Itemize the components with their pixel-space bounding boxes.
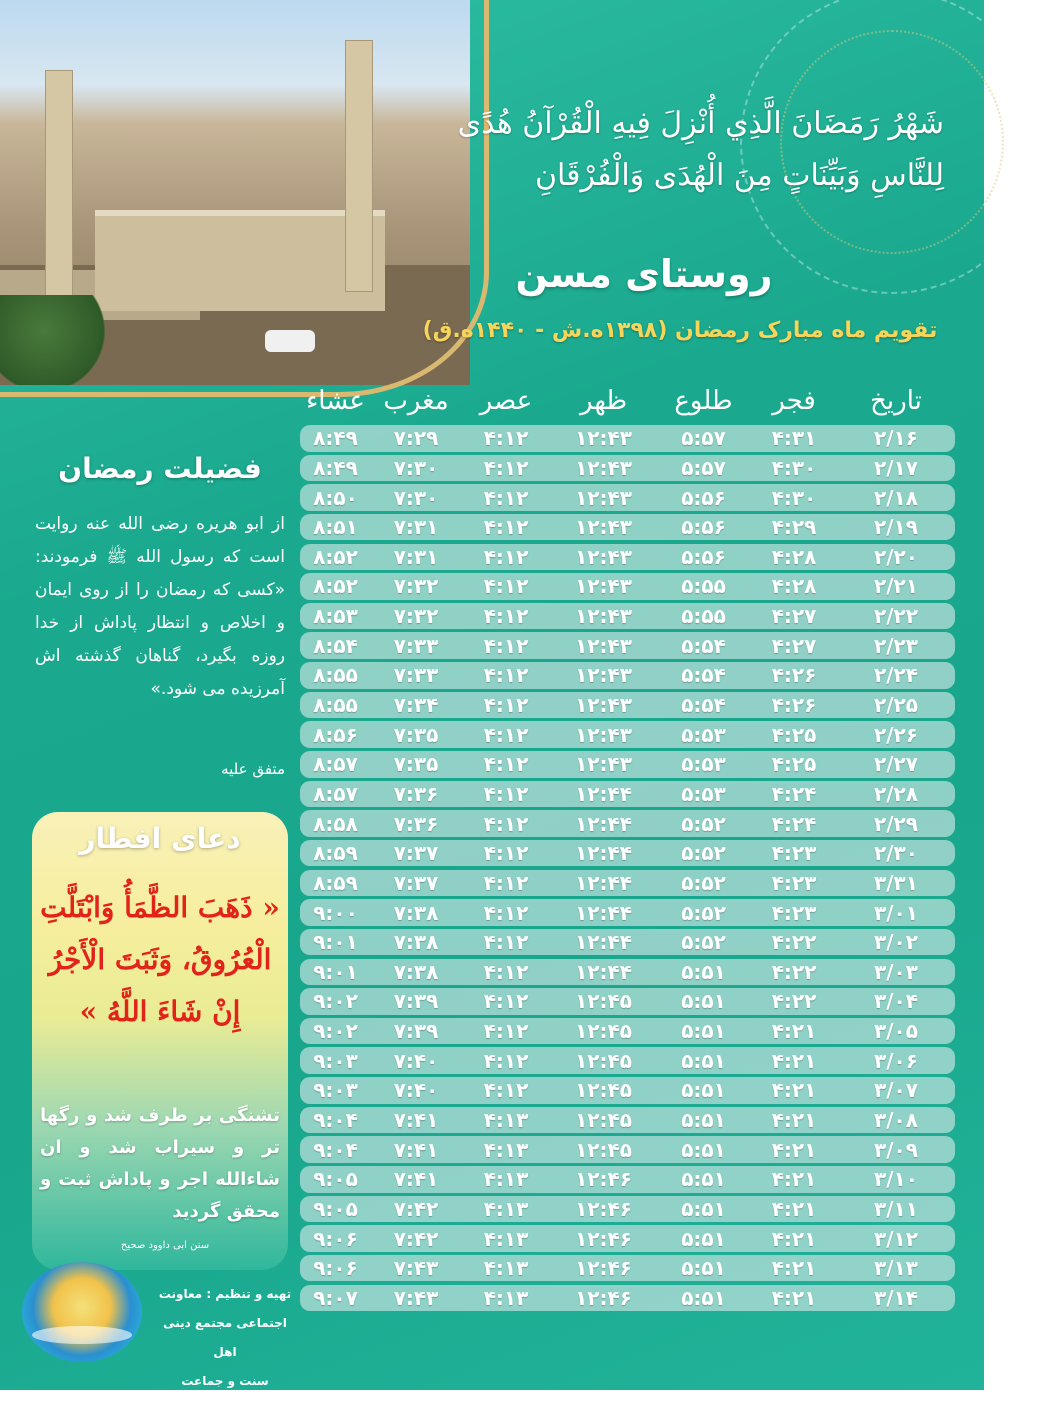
cell-asr: ۴:۱۲	[483, 1048, 529, 1073]
cell-sunrise: ۵:۵۱	[681, 959, 726, 984]
cell-fajr: ۴:۲۹	[771, 515, 817, 540]
cell-date: ۲/۱۶	[874, 426, 918, 451]
cell-sunrise: ۵:۵۱	[681, 1196, 726, 1221]
cell-asr: ۴:۱۲	[483, 722, 529, 747]
cell-maghrib: ۷:۴۱	[393, 1137, 439, 1162]
cell-isha: ۸:۵۶	[313, 722, 358, 747]
cell-sunrise: ۵:۵۱	[681, 1167, 726, 1192]
photo-minaret-left	[45, 70, 73, 332]
cell-date: ۳/۰۵	[874, 1019, 918, 1044]
table-body	[300, 425, 955, 1311]
cell-isha: ۹:۰۷	[313, 1285, 358, 1310]
cell-fajr: ۴:۳۰	[771, 485, 817, 510]
cell-asr: ۴:۱۲	[483, 1019, 529, 1044]
verse-line-1: شَهْرُ رَمَضَانَ الَّذِي أُنْزِلَ فِيهِ الْقُرْآنُ هُدًى	[457, 106, 944, 141]
photo-mosque	[95, 210, 385, 311]
cell-isha: ۸:۵۱	[313, 515, 358, 540]
cell-sunrise: ۵:۵۳	[681, 781, 726, 806]
cell-fajr: ۴:۲۴	[771, 781, 817, 806]
cell-asr: ۴:۱۲	[483, 426, 529, 451]
cell-date: ۳/۱۳	[874, 1256, 918, 1281]
table-row	[300, 751, 955, 778]
cell-asr: ۴:۱۲	[483, 633, 529, 658]
cell-fajr: ۴:۳۰	[771, 455, 817, 480]
cell-fajr: ۴:۲۵	[771, 722, 817, 747]
table-row	[300, 425, 955, 452]
cell-date: ۲/۲۴	[874, 663, 918, 688]
cell-fajr: ۴:۲۶	[771, 693, 817, 718]
cell-dhuhr: ۱۲:۴۶	[575, 1196, 632, 1221]
cell-maghrib: ۷:۴۰	[393, 1048, 439, 1073]
cell-date: ۳/۱۱	[874, 1196, 918, 1221]
cell-maghrib: ۷:۳۷	[393, 870, 439, 895]
cell-fajr: ۴:۲۸	[771, 574, 817, 599]
header-isha: عشاء	[306, 386, 365, 416]
cell-date: ۳/۱۰	[874, 1167, 918, 1192]
header-asr: عصر	[479, 386, 533, 416]
cell-maghrib: ۷:۳۳	[393, 633, 439, 658]
table-row	[300, 810, 955, 837]
cell-maghrib: ۷:۳۱	[393, 544, 439, 569]
cell-fajr: ۴:۲۳	[771, 841, 817, 866]
cell-dhuhr: ۱۲:۴۵	[575, 989, 632, 1014]
cell-dhuhr: ۱۲:۴۳	[575, 574, 632, 599]
cell-isha: ۸:۵۵	[313, 663, 358, 688]
header-dhuhr: ظهر	[579, 386, 628, 416]
photo-car	[265, 330, 315, 352]
cell-isha: ۹:۰۲	[313, 1019, 358, 1044]
cell-fajr: ۴:۲۱	[771, 1137, 817, 1162]
table-row	[300, 1047, 955, 1074]
cell-isha: ۸:۴۹	[313, 455, 358, 480]
cell-dhuhr: ۱۲:۴۴	[575, 841, 632, 866]
cell-maghrib: ۷:۳۹	[393, 989, 439, 1014]
table-row	[300, 721, 955, 748]
cell-asr: ۴:۱۲	[483, 604, 529, 629]
cell-date: ۲/۲۵	[874, 693, 918, 718]
cell-dhuhr: ۱۲:۴۵	[575, 1137, 632, 1162]
cell-sunrise: ۵:۵۳	[681, 722, 726, 747]
cell-maghrib: ۷:۳۷	[393, 841, 439, 866]
table-row	[300, 632, 955, 659]
cell-maghrib: ۷:۳۰	[393, 485, 439, 510]
cell-dhuhr: ۱۲:۴۵	[575, 1019, 632, 1044]
table-row	[300, 959, 955, 986]
cell-date: ۳/۰۴	[874, 989, 918, 1014]
cell-fajr: ۴:۲۴	[771, 811, 817, 836]
cell-asr: ۴:۱۳	[483, 1167, 529, 1192]
table-row	[300, 484, 955, 511]
cell-asr: ۴:۱۲	[483, 752, 529, 777]
cell-asr: ۴:۱۲	[483, 544, 529, 569]
cell-date: ۳/۰۳	[874, 959, 918, 984]
cell-isha: ۸:۵۰	[313, 485, 358, 510]
cell-asr: ۴:۱۲	[483, 693, 529, 718]
cell-sunrise: ۵:۵۲	[681, 870, 726, 895]
cell-isha: ۸:۵۵	[313, 693, 358, 718]
cell-sunrise: ۵:۵۱	[681, 1256, 726, 1281]
dua-arabic-text: « ذَهَبَ الظَّمَأُ وَابْتَلَّتِ الْعُرُوقُ، وَثَبَتَ الْأَجْرُ إِنْ شَاءَ اللَّهُ »	[40, 891, 280, 1028]
verse-line-2: لِلنَّاسِ وَبَيِّنَاتٍ مِنَ الْهُدَى وَالْفُرْقَانِ	[535, 158, 944, 193]
cell-asr: ۴:۱۲	[483, 663, 529, 688]
cell-maghrib: ۷:۳۱	[393, 515, 439, 540]
cell-maghrib: ۷:۳۳	[393, 663, 439, 688]
cell-date: ۲/۲۹	[874, 811, 918, 836]
cell-sunrise: ۵:۵۶	[681, 485, 726, 510]
cell-maghrib: ۷:۳۹	[393, 1019, 439, 1044]
page-subtitle: تقویم ماه مبارک رمضان (۱۳۹۸ه.ش - ۱۴۴۰ه.ق)	[422, 318, 938, 343]
cell-fajr: ۴:۲۱	[771, 1167, 817, 1192]
virtue-hadith: از ابو هریره رضی الله عنه روایت است که رسول الله ﷺ فرمودند: «کسی که رمضان را از روی ایمان و اخلاص و انتظار پاداش از خدا روزه بگیرد، گناهان گذشته اش آمرزیده می شود.»	[35, 514, 285, 699]
cell-date: ۳/۰۹	[874, 1137, 918, 1162]
cell-fajr: ۴:۲۳	[771, 870, 817, 895]
cell-maghrib: ۷:۴۳	[393, 1256, 439, 1281]
cell-isha: ۸:۵۲	[313, 574, 358, 599]
cell-sunrise: ۵:۵۲	[681, 841, 726, 866]
table-row	[300, 1166, 955, 1193]
cell-dhuhr: ۱۲:۴۶	[575, 1226, 632, 1251]
page-title: روستای مسن	[515, 252, 773, 296]
cell-maghrib: ۷:۴۲	[393, 1226, 439, 1251]
cell-isha: ۹:۰۱	[313, 959, 358, 984]
dua-persian-translation: تشنگی بر طرف شد و رگها تر و سیراب شد و ان شاءالله اجر و پاداش ثبت و محقق گردید	[40, 1105, 280, 1222]
cell-sunrise: ۵:۵۷	[681, 426, 726, 451]
cell-asr: ۴:۱۲	[483, 870, 529, 895]
table-row	[300, 899, 955, 926]
table-row	[300, 1255, 955, 1282]
cell-sunrise: ۵:۵۴	[681, 693, 726, 718]
cell-asr: ۴:۱۳	[483, 1107, 529, 1132]
table-row	[300, 514, 955, 541]
table-row	[300, 988, 955, 1015]
table-row	[300, 603, 955, 630]
table-row	[300, 1285, 955, 1312]
quran-verse	[424, 98, 944, 202]
cell-dhuhr: ۱۲:۴۳	[575, 455, 632, 480]
cell-isha: ۸:۵۷	[313, 752, 358, 777]
cell-sunrise: ۵:۵۳	[681, 752, 726, 777]
cell-sunrise: ۵:۵۴	[681, 663, 726, 688]
credits-line-1: تهیه و تنظیم : معاونت	[158, 1287, 292, 1301]
cell-date: ۲/۲۳	[874, 633, 918, 658]
cell-asr: ۴:۱۲	[483, 1078, 529, 1103]
table-row	[300, 1107, 955, 1134]
cell-isha: ۹:۰۳	[313, 1048, 358, 1073]
cell-date: ۳/۰۸	[874, 1107, 918, 1132]
cell-fajr: ۴:۲۲	[771, 989, 817, 1014]
cell-asr: ۴:۱۳	[483, 1285, 529, 1310]
cell-dhuhr: ۱۲:۴۳	[575, 633, 632, 658]
cell-sunrise: ۵:۵۶	[681, 515, 726, 540]
cell-date: ۳/۰۶	[874, 1048, 918, 1073]
cell-maghrib: ۷:۳۵	[393, 752, 439, 777]
cell-date: ۳/۰۷	[874, 1078, 918, 1103]
cell-isha: ۸:۵۳	[313, 604, 358, 629]
cell-fajr: ۴:۲۱	[771, 1048, 817, 1073]
cell-asr: ۴:۱۲	[483, 900, 529, 925]
cell-dhuhr: ۱۲:۴۳	[575, 693, 632, 718]
cell-isha: ۸:۵۹	[313, 870, 358, 895]
cell-maghrib: ۷:۳۸	[393, 900, 439, 925]
cell-dhuhr: ۱۲:۴۴	[575, 811, 632, 836]
cell-dhuhr: ۱۲:۴۶	[575, 1285, 632, 1310]
cell-sunrise: ۵:۵۱	[681, 1137, 726, 1162]
cell-dhuhr: ۱۲:۴۶	[575, 1167, 632, 1192]
cell-maghrib: ۷:۴۳	[393, 1285, 439, 1310]
cell-dhuhr: ۱۲:۴۴	[575, 870, 632, 895]
cell-asr: ۴:۱۳	[483, 1256, 529, 1281]
cell-fajr: ۴:۲۸	[771, 544, 817, 569]
cell-date: ۳/۱۴	[874, 1285, 918, 1310]
cell-date: ۲/۲۰	[874, 544, 918, 569]
cell-asr: ۴:۱۲	[483, 841, 529, 866]
cell-fajr: ۴:۲۶	[771, 663, 817, 688]
cell-isha: ۹:۰۴	[313, 1107, 358, 1132]
cell-asr: ۴:۱۳	[483, 1226, 529, 1251]
table-row	[300, 1077, 955, 1104]
cell-fajr: ۴:۲۳	[771, 900, 817, 925]
cell-maghrib: ۷:۲۹	[393, 426, 439, 451]
cell-maghrib: ۷:۳۲	[393, 604, 439, 629]
cell-dhuhr: ۱۲:۴۳	[575, 515, 632, 540]
cell-date: ۲/۲۲	[874, 604, 918, 629]
cell-dhuhr: ۱۲:۴۳	[575, 544, 632, 569]
cell-date: ۲/۳۰	[874, 841, 918, 866]
cell-fajr: ۴:۲۱	[771, 1285, 817, 1310]
table-row	[300, 573, 955, 600]
cell-dhuhr: ۱۲:۴۴	[575, 781, 632, 806]
cell-fajr: ۴:۲۱	[771, 1107, 817, 1132]
cell-asr: ۴:۱۲	[483, 455, 529, 480]
cell-date: ۲/۲۱	[874, 574, 918, 599]
cell-sunrise: ۵:۵۱	[681, 989, 726, 1014]
photo-tree	[0, 295, 110, 385]
cell-fajr: ۴:۲۷	[771, 633, 817, 658]
cell-isha: ۸:۵۸	[313, 811, 358, 836]
cell-isha: ۸:۵۹	[313, 841, 358, 866]
cell-date: ۲/۱۹	[874, 515, 918, 540]
cell-isha: ۹:۰۶	[313, 1226, 358, 1251]
cell-asr: ۴:۱۳	[483, 1137, 529, 1162]
cell-fajr: ۴:۲۱	[771, 1256, 817, 1281]
header-fajr: فجر	[772, 386, 816, 416]
cell-dhuhr: ۱۲:۴۳	[575, 604, 632, 629]
cell-maghrib: ۷:۳۸	[393, 959, 439, 984]
cell-maghrib: ۷:۴۱	[393, 1167, 439, 1192]
cell-date: ۳/۰۱	[874, 900, 918, 925]
cell-dhuhr: ۱۲:۴۶	[575, 1256, 632, 1281]
table-row	[300, 1196, 955, 1223]
cell-maghrib: ۷:۴۲	[393, 1196, 439, 1221]
cell-dhuhr: ۱۲:۴۴	[575, 900, 632, 925]
cell-isha: ۹:۰۱	[313, 930, 358, 955]
cell-fajr: ۴:۲۲	[771, 959, 817, 984]
cell-sunrise: ۵:۵۱	[681, 1078, 726, 1103]
cell-fajr: ۴:۲۷	[771, 604, 817, 629]
cell-dhuhr: ۱۲:۴۳	[575, 722, 632, 747]
cell-dhuhr: ۱۲:۴۵	[575, 1107, 632, 1132]
cell-fajr: ۴:۲۱	[771, 1019, 817, 1044]
cell-isha: ۹:۰۵	[313, 1196, 358, 1221]
mosque-photo	[0, 0, 470, 385]
organization-logo	[22, 1262, 142, 1362]
cell-isha: ۸:۵۲	[313, 544, 358, 569]
cell-sunrise: ۵:۵۱	[681, 1285, 726, 1310]
cell-sunrise: ۵:۵۲	[681, 811, 726, 836]
cell-sunrise: ۵:۵۷	[681, 455, 726, 480]
cell-date: ۲/۱۸	[874, 485, 918, 510]
cell-maghrib: ۷:۳۶	[393, 781, 439, 806]
table-row	[300, 781, 955, 808]
table-row	[300, 1136, 955, 1163]
table-row	[300, 840, 955, 867]
cell-maghrib: ۷:۴۰	[393, 1078, 439, 1103]
cell-dhuhr: ۱۲:۴۴	[575, 959, 632, 984]
cell-maghrib: ۷:۴۱	[393, 1107, 439, 1132]
cell-asr: ۴:۱۲	[483, 989, 529, 1014]
table-row	[300, 1225, 955, 1252]
dua-title: دعای افطار	[79, 822, 241, 855]
cell-fajr: ۴:۲۵	[771, 752, 817, 777]
cell-sunrise: ۵:۵۲	[681, 900, 726, 925]
cell-isha: ۹:۰۲	[313, 989, 358, 1014]
header-maghrib: مغرب	[383, 386, 449, 416]
table-row	[300, 1018, 955, 1045]
cell-isha: ۹:۰۶	[313, 1256, 358, 1281]
cell-dhuhr: ۱۲:۴۳	[575, 752, 632, 777]
cell-isha: ۹:۰۵	[313, 1167, 358, 1192]
cell-fajr: ۴:۲۱	[771, 1226, 817, 1251]
cell-fajr: ۴:۲۲	[771, 930, 817, 955]
cell-sunrise: ۵:۵۱	[681, 1019, 726, 1044]
header-sunrise: طلوع	[674, 386, 733, 416]
cell-maghrib: ۷:۳۴	[393, 693, 439, 718]
cell-isha: ۸:۵۷	[313, 781, 358, 806]
cell-dhuhr: ۱۲:۴۵	[575, 1048, 632, 1073]
cell-isha: ۸:۴۹	[313, 426, 358, 451]
cell-sunrise: ۵:۵۲	[681, 930, 726, 955]
cell-isha: ۹:۰۳	[313, 1078, 358, 1103]
cell-asr: ۴:۱۲	[483, 959, 529, 984]
prayer-times-table	[300, 380, 955, 1314]
virtue-title: فضیلت رمضان	[58, 452, 262, 485]
credits-line-2: اجتماعی مجتمع دینی اهل	[163, 1316, 287, 1359]
cell-date: ۲/۲۷	[874, 752, 918, 777]
cell-date: ۲/۱۷	[874, 455, 918, 480]
table-row	[300, 455, 955, 482]
cell-maghrib: ۷:۳۲	[393, 574, 439, 599]
cell-date: ۲/۲۸	[874, 781, 918, 806]
cell-dhuhr: ۱۲:۴۳	[575, 663, 632, 688]
cell-isha: ۹:۰۴	[313, 1137, 358, 1162]
cell-date: ۲/۲۶	[874, 722, 918, 747]
cell-fajr: ۴:۲۱	[771, 1196, 817, 1221]
cell-asr: ۴:۱۲	[483, 781, 529, 806]
table-header	[300, 380, 955, 422]
cell-isha: ۹:۰۰	[313, 900, 358, 925]
credits-line-3: سنت و جماعت شهرستان قشم	[178, 1374, 272, 1417]
cell-maghrib: ۷:۳۵	[393, 722, 439, 747]
photo-minaret-right	[345, 40, 373, 292]
dua-source: سنن ابی داوود صحیح	[120, 1240, 210, 1251]
cell-asr: ۴:۱۲	[483, 574, 529, 599]
cell-date: ۳/۳۱	[874, 870, 918, 895]
logo-wave	[32, 1326, 132, 1344]
cell-asr: ۴:۱۲	[483, 930, 529, 955]
cell-asr: ۴:۱۲	[483, 515, 529, 540]
cell-asr: ۴:۱۲	[483, 485, 529, 510]
cell-sunrise: ۵:۵۵	[681, 604, 726, 629]
cell-maghrib: ۷:۳۰	[393, 455, 439, 480]
cell-asr: ۴:۱۲	[483, 811, 529, 836]
cell-sunrise: ۵:۵۵	[681, 574, 726, 599]
cell-isha: ۸:۵۴	[313, 633, 358, 658]
table-row	[300, 544, 955, 571]
table-row	[300, 692, 955, 719]
cell-sunrise: ۵:۵۱	[681, 1107, 726, 1132]
table-row	[300, 662, 955, 689]
cell-asr: ۴:۱۳	[483, 1196, 529, 1221]
cell-maghrib: ۷:۳۶	[393, 811, 439, 836]
cell-dhuhr: ۱۲:۴۴	[575, 930, 632, 955]
cell-sunrise: ۵:۵۱	[681, 1226, 726, 1251]
cell-dhuhr: ۱۲:۴۳	[575, 426, 632, 451]
cell-dhuhr: ۱۲:۴۳	[575, 485, 632, 510]
header-date: تاریخ	[870, 386, 922, 416]
cell-sunrise: ۵:۵۶	[681, 544, 726, 569]
virtue-source: متفق علیه	[221, 760, 285, 778]
cell-date: ۳/۱۲	[874, 1226, 918, 1251]
table-row	[300, 870, 955, 897]
cell-dhuhr: ۱۲:۴۵	[575, 1078, 632, 1103]
cell-maghrib: ۷:۳۸	[393, 930, 439, 955]
cell-fajr: ۴:۳۱	[771, 426, 817, 451]
credits	[150, 1280, 300, 1425]
cell-fajr: ۴:۲۱	[771, 1078, 817, 1103]
cell-date: ۳/۰۲	[874, 930, 918, 955]
table-row	[300, 929, 955, 956]
cell-sunrise: ۵:۵۴	[681, 633, 726, 658]
cell-sunrise: ۵:۵۱	[681, 1048, 726, 1073]
